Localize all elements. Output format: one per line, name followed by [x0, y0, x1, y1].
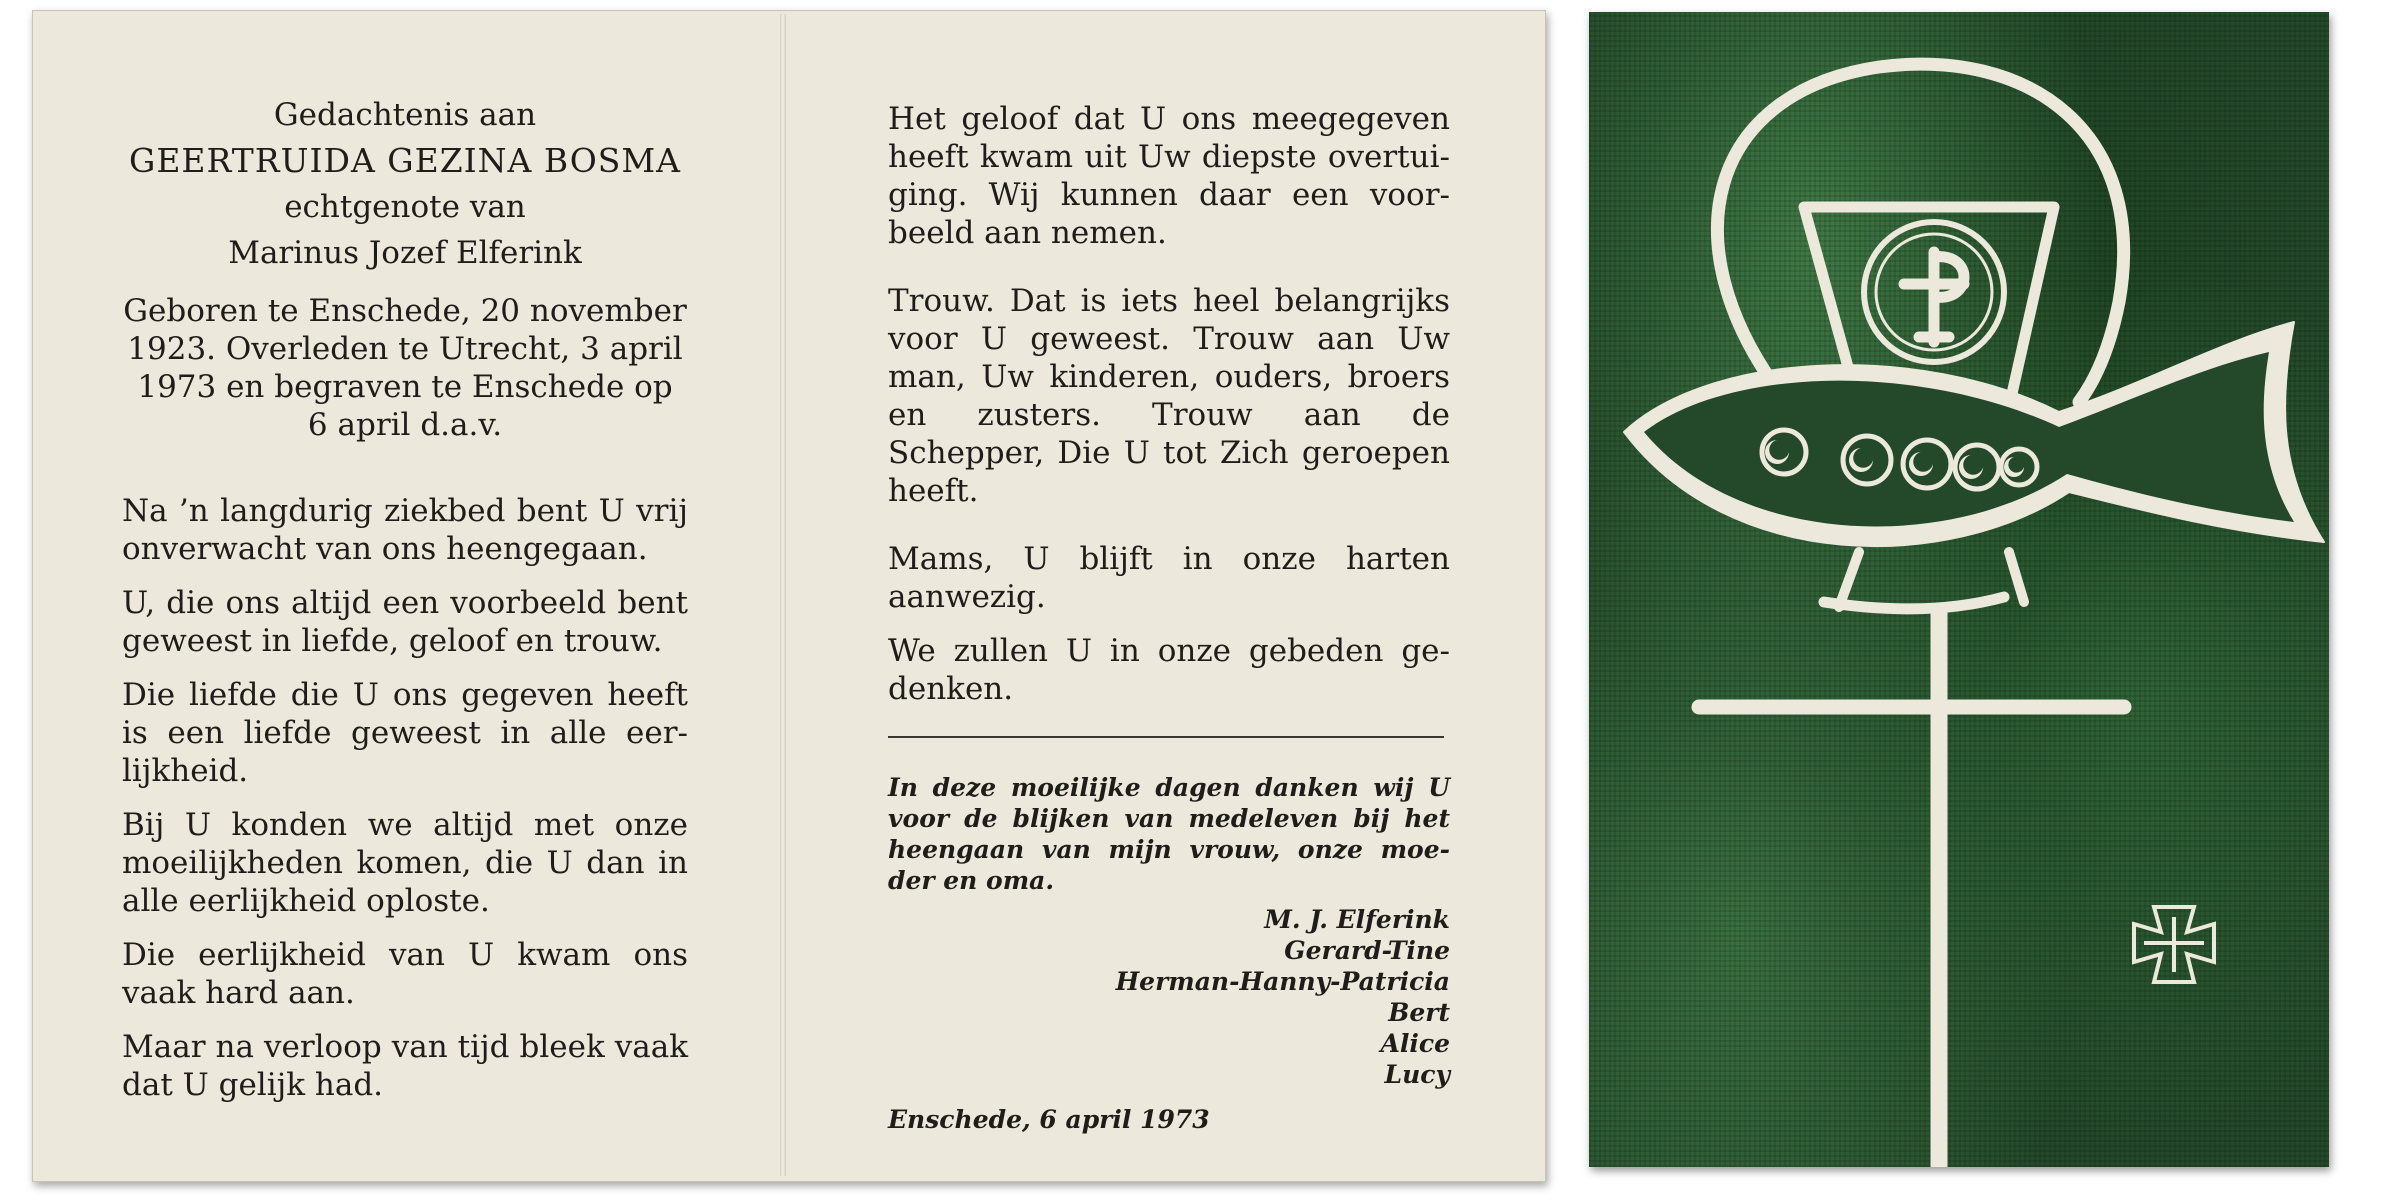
deceased-name: GEERTRUIDA GEZINA BOSMA: [128, 141, 682, 180]
signatory: Herman-Hanny-Patricia: [1115, 967, 1450, 996]
paragraph: Het geloof dat U ons meegegeven heeft kwam uit Uw diepste overtui-ging. Wij kunnen daar een voor-beeld aan nemen.: [888, 101, 1450, 251]
paragraph: Die eerlijkheid van U kwam ons vaak hard aan.: [122, 937, 688, 1011]
dates-line: 1973 en begraven te Enschede op: [137, 369, 673, 405]
iron-cross-icon: [1589, 12, 2329, 1167]
dates-line: Geboren te Enschede, 20 november: [123, 293, 687, 329]
heading-line-3: echtgenote van: [284, 189, 526, 225]
paragraph: We zullen U in onze gebeden ge-denken.: [888, 633, 1450, 707]
dates-line: 6 april d.a.v.: [307, 407, 503, 443]
dates-line: 1923. Overleden te Utrecht, 3 april: [127, 331, 683, 367]
paragraph: Die liefde die U ons gegeven heeft is een liefde geweest in alle eer-lijkheid.: [122, 677, 688, 789]
divider: [888, 736, 1444, 738]
spouse-name: Marinus Jozef Elferink: [228, 235, 582, 271]
paragraph: U, die ons altijd een voorbeeld bent geweest in liefde, geloof en trouw.: [122, 585, 688, 659]
place-date: Enschede, 6 april 1973: [888, 1105, 1210, 1134]
dates-block: [122, 292, 688, 444]
signatory: Alice: [1380, 1029, 1450, 1058]
signatory: Lucy: [1384, 1060, 1450, 1089]
paragraph: Mams, U blijft in onze harten aanwezig.: [888, 541, 1450, 615]
paragraph: Na ’n langdurig ziekbed bent U vrij onverwacht van ons heengegaan.: [122, 493, 688, 567]
paragraph: Bij U konden we altijd met onze moeilijkheden komen, die U dan in alle eerlijkheid oploste.: [122, 807, 688, 919]
heading-line-1: Gedachtenis aan: [273, 97, 537, 133]
signatory: Gerard-Tine: [1284, 936, 1450, 965]
card-fold: [780, 14, 786, 1176]
left-page: [122, 92, 688, 1104]
paragraph: Trouw. Dat is iets heel belangrijks voor U geweest. Trouw aan Uw man, Uw kinderen, ouders, broers en zusters. Trouw aan de Schepper, Die U tot Zich geroepen heeft.: [888, 283, 1450, 509]
card-cover: [1589, 12, 2329, 1167]
signatory: Bert: [1388, 998, 1450, 1027]
thanks-text: In deze moeilijke dagen danken wij U voor de blijken van medeleven bij het heengaan van mijn vrouw, onze moe-der en oma.: [888, 773, 1450, 895]
right-page: [888, 100, 1450, 1135]
signatory: M. J. Elferink: [1264, 905, 1450, 934]
paragraph: Maar na verloop van tijd bleek vaak dat U gelijk had.: [122, 1029, 688, 1103]
